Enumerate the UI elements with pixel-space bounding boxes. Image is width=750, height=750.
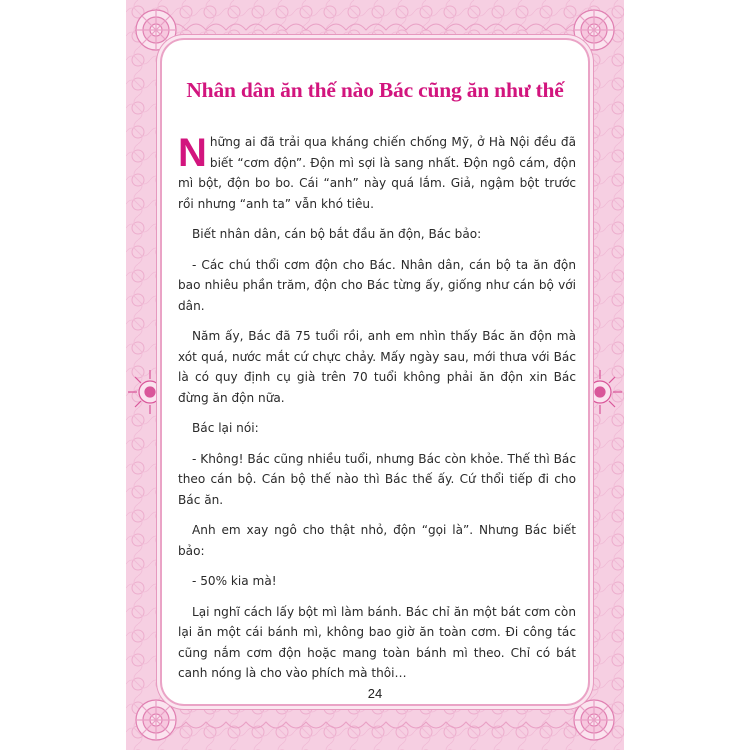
paragraph-7: Anh em xay ngô cho thật nhỏ, độn “gọi là”. Nhưng Bác biết bảo: xyxy=(178,523,576,558)
paragraph-3: - Các chú thổi cơm độn cho Bác. Nhân dân, cán bộ ta ăn độn bao nhiêu phần trăm, độn cho Bác từng ấy, giống như cán bộ với dân. xyxy=(178,257,576,313)
paragraph-4: Năm ấy, Bác đã 75 tuổi rồi, anh em nhìn thấy Bác ăn độn mà xót quá, nước mắt cứ chực chảy. Mấy ngày sau, mới thưa với Bác là có quy định cụ già trên 70 tuổi không phải ăn độn xin Bác đừng ăn độn nữa. xyxy=(178,329,576,405)
page-title: Nhân dân ăn thế nào Bác cũng ăn như thế xyxy=(186,78,564,102)
text-panel xyxy=(162,40,588,704)
paragraph-5: Bác lại nói: xyxy=(192,421,259,435)
paragraph-1: Những ai đã trải qua kháng chiến chống Mỹ, ở Hà Nội đều đã biết “cơm độn”. Độn mì sợi là sang nhất. Độn ngô cám, độn mì bột, độn bo bo. Cái “anh” này quá lắm. Giả, ngậm bột trước rồi nhưng “anh ta” vẫn khó tiêu. xyxy=(178,131,576,211)
paragraph-9: Lại nghĩ cách lấy bột mì làm bánh. Bác chỉ ăn một bát cơm còn lại ăn một cái bánh mì, không bao giờ ăn toàn cơm. Đi công tác cũng nắm cơm độn hoặc mang toàn bánh mì theo. Chỉ có bát canh nóng là cho vào phích mà thôi… xyxy=(178,604,576,680)
page-number: 24 xyxy=(367,686,383,701)
paragraph-6: - Không! Bác cũng nhiều tuổi, nhưng Bác còn khỏe. Thế thì Bác theo cán bộ. Cán bộ thế nào thì Bác thế ấy. Cứ thổi tiếp đi cho Bác ăn. xyxy=(178,451,576,507)
paragraph-8: - 50% kia mà! xyxy=(192,574,277,588)
drop-cap: N xyxy=(178,131,207,175)
paragraph-2: Biết nhân dân, cán bộ bắt đầu ăn độn, Bác bảo: xyxy=(192,227,482,241)
story-body xyxy=(178,132,576,694)
book-page xyxy=(126,0,624,750)
